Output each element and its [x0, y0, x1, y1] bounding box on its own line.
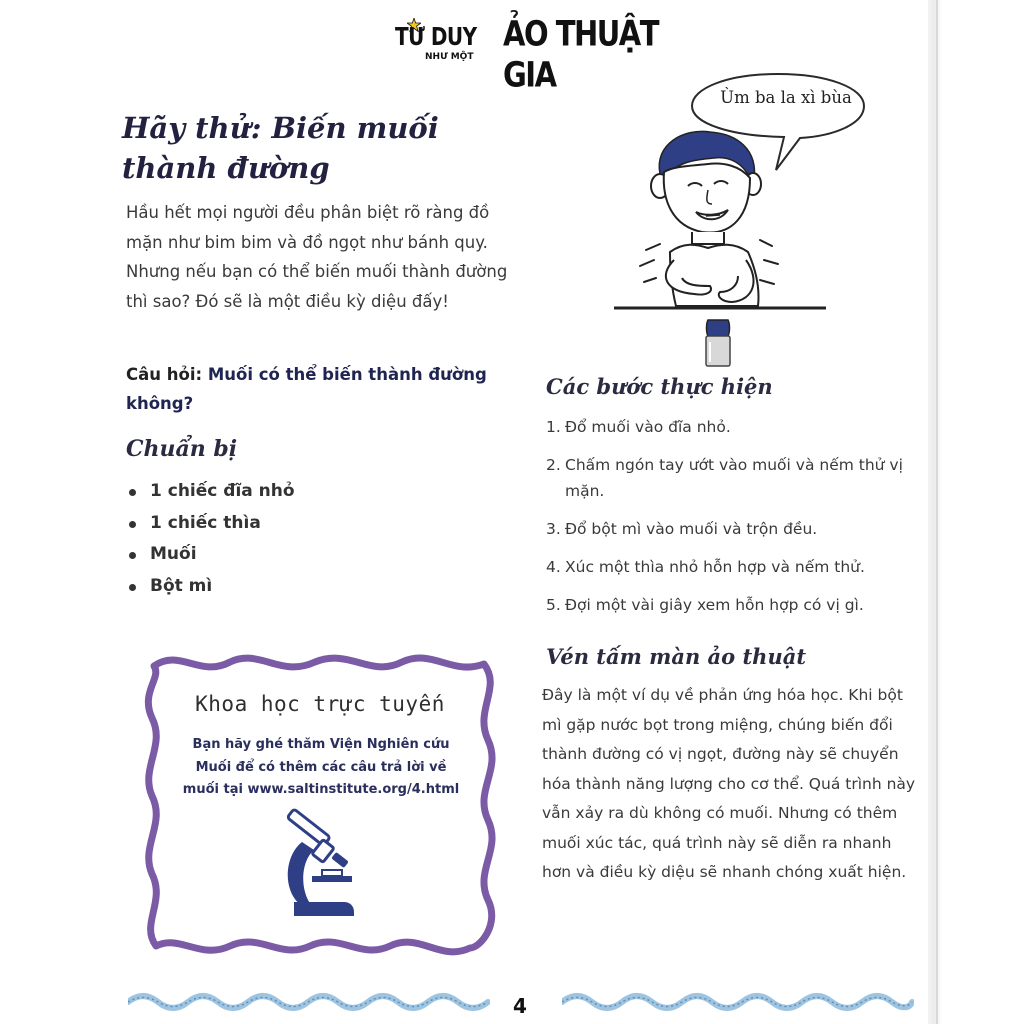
footer-wave-left: [128, 990, 490, 1014]
online-box-title: Khoa học trực tuyến: [195, 692, 445, 716]
prep-list: [126, 476, 295, 602]
microscope-icon: [280, 808, 360, 918]
curtain-heading: Vén tấm màn ảo thuật: [546, 644, 807, 669]
list-item: [546, 414, 926, 440]
list-item: [126, 571, 295, 603]
list-item: [546, 516, 926, 542]
bullet-icon: [129, 521, 136, 528]
prep-item-label: Muối: [150, 544, 197, 564]
page-title: Hãy thử: Biến muối thành đường: [122, 111, 439, 185]
logo-text-2: NHƯ MỘT: [425, 52, 474, 62]
step-number: 3.: [546, 520, 561, 538]
online-box-text: Bạn hãy ghé thăm Viện Nghiên cứu Muối để có thêm các câu trả lời về muối tại www.saltinstitute.org/4.html: [182, 737, 460, 797]
steps-heading: Các bước thực hiện: [546, 374, 773, 399]
speech-bubble-text: Ùm ba la xì bùa: [720, 88, 852, 107]
step-number: 4.: [546, 558, 561, 576]
steps-list: [546, 414, 926, 630]
prep-heading: Chuẩn bị: [126, 436, 238, 462]
online-science-box: [140, 648, 500, 960]
page-edge: [928, 0, 1024, 1024]
step-text: Đổ muối vào đĩa nhỏ.: [565, 418, 731, 436]
list-item: [546, 554, 926, 580]
bullet-icon: [129, 584, 136, 591]
logo-text-3: ẢO THUẬT GIA: [503, 13, 659, 95]
list-item: [126, 508, 295, 540]
step-number: 1.: [546, 418, 561, 436]
prep-item-label: 1 chiếc thìa: [150, 512, 261, 533]
book-logo: [395, 13, 670, 95]
question: [126, 360, 506, 418]
logo-text-1: TƯ DUY: [395, 21, 477, 51]
step-text: Xúc một thìa nhỏ hỗn hợp và nếm thử.: [565, 558, 865, 576]
bullet-icon: [129, 489, 136, 496]
list-item: [546, 452, 926, 504]
step-text: Đổ bột mì vào muối và trộn đều.: [565, 520, 818, 538]
step-number: 5.: [546, 596, 561, 614]
list-item: [546, 592, 926, 618]
prep-item-label: Bột mì: [150, 575, 213, 596]
prep-item-label: 1 chiếc đĩa nhỏ: [150, 481, 295, 501]
page-number: 4: [513, 994, 527, 1018]
magician-boy-illustration: [610, 120, 840, 372]
intro-paragraph: Hầu hết mọi người đều phân biệt rõ ràng đồ mặn như bim bim và đồ ngọt như bánh quy. Nhưng nếu bạn có thể biến muối thành đường thì sao? Đó sẽ là một điều kỳ diệu đấy!: [126, 203, 508, 311]
list-item: [126, 539, 295, 571]
step-text: Chấm ngón tay ướt vào muối và nếm thử vị mặn.: [565, 456, 903, 500]
bullet-icon: [129, 552, 136, 559]
question-text: Muối có thể biến thành đường không?: [126, 365, 487, 413]
question-label: Câu hỏi:: [126, 365, 203, 384]
list-item: [126, 476, 295, 508]
curtain-paragraph: Đây là một ví dụ về phản ứng hóa học. Khi bột mì gặp nước bọt trong miệng, chúng biến đổi thành đường có vị ngọt, đường này sẽ chuyển hóa thành năng lượng cho cơ thể. Quá trình này vẫn xảy ra dù không có muối. Nhưng có thêm muối xúc tác, quá trình này sẽ diễn ra nhanh hơn và điều kỳ diệu sẽ nhanh chóng xuất hiện.: [542, 686, 916, 881]
step-number: 2.: [546, 456, 561, 474]
step-text: Đợi một vài giây xem hỗn hợp có vị gì.: [565, 596, 864, 614]
footer-wave-right: [562, 990, 914, 1014]
